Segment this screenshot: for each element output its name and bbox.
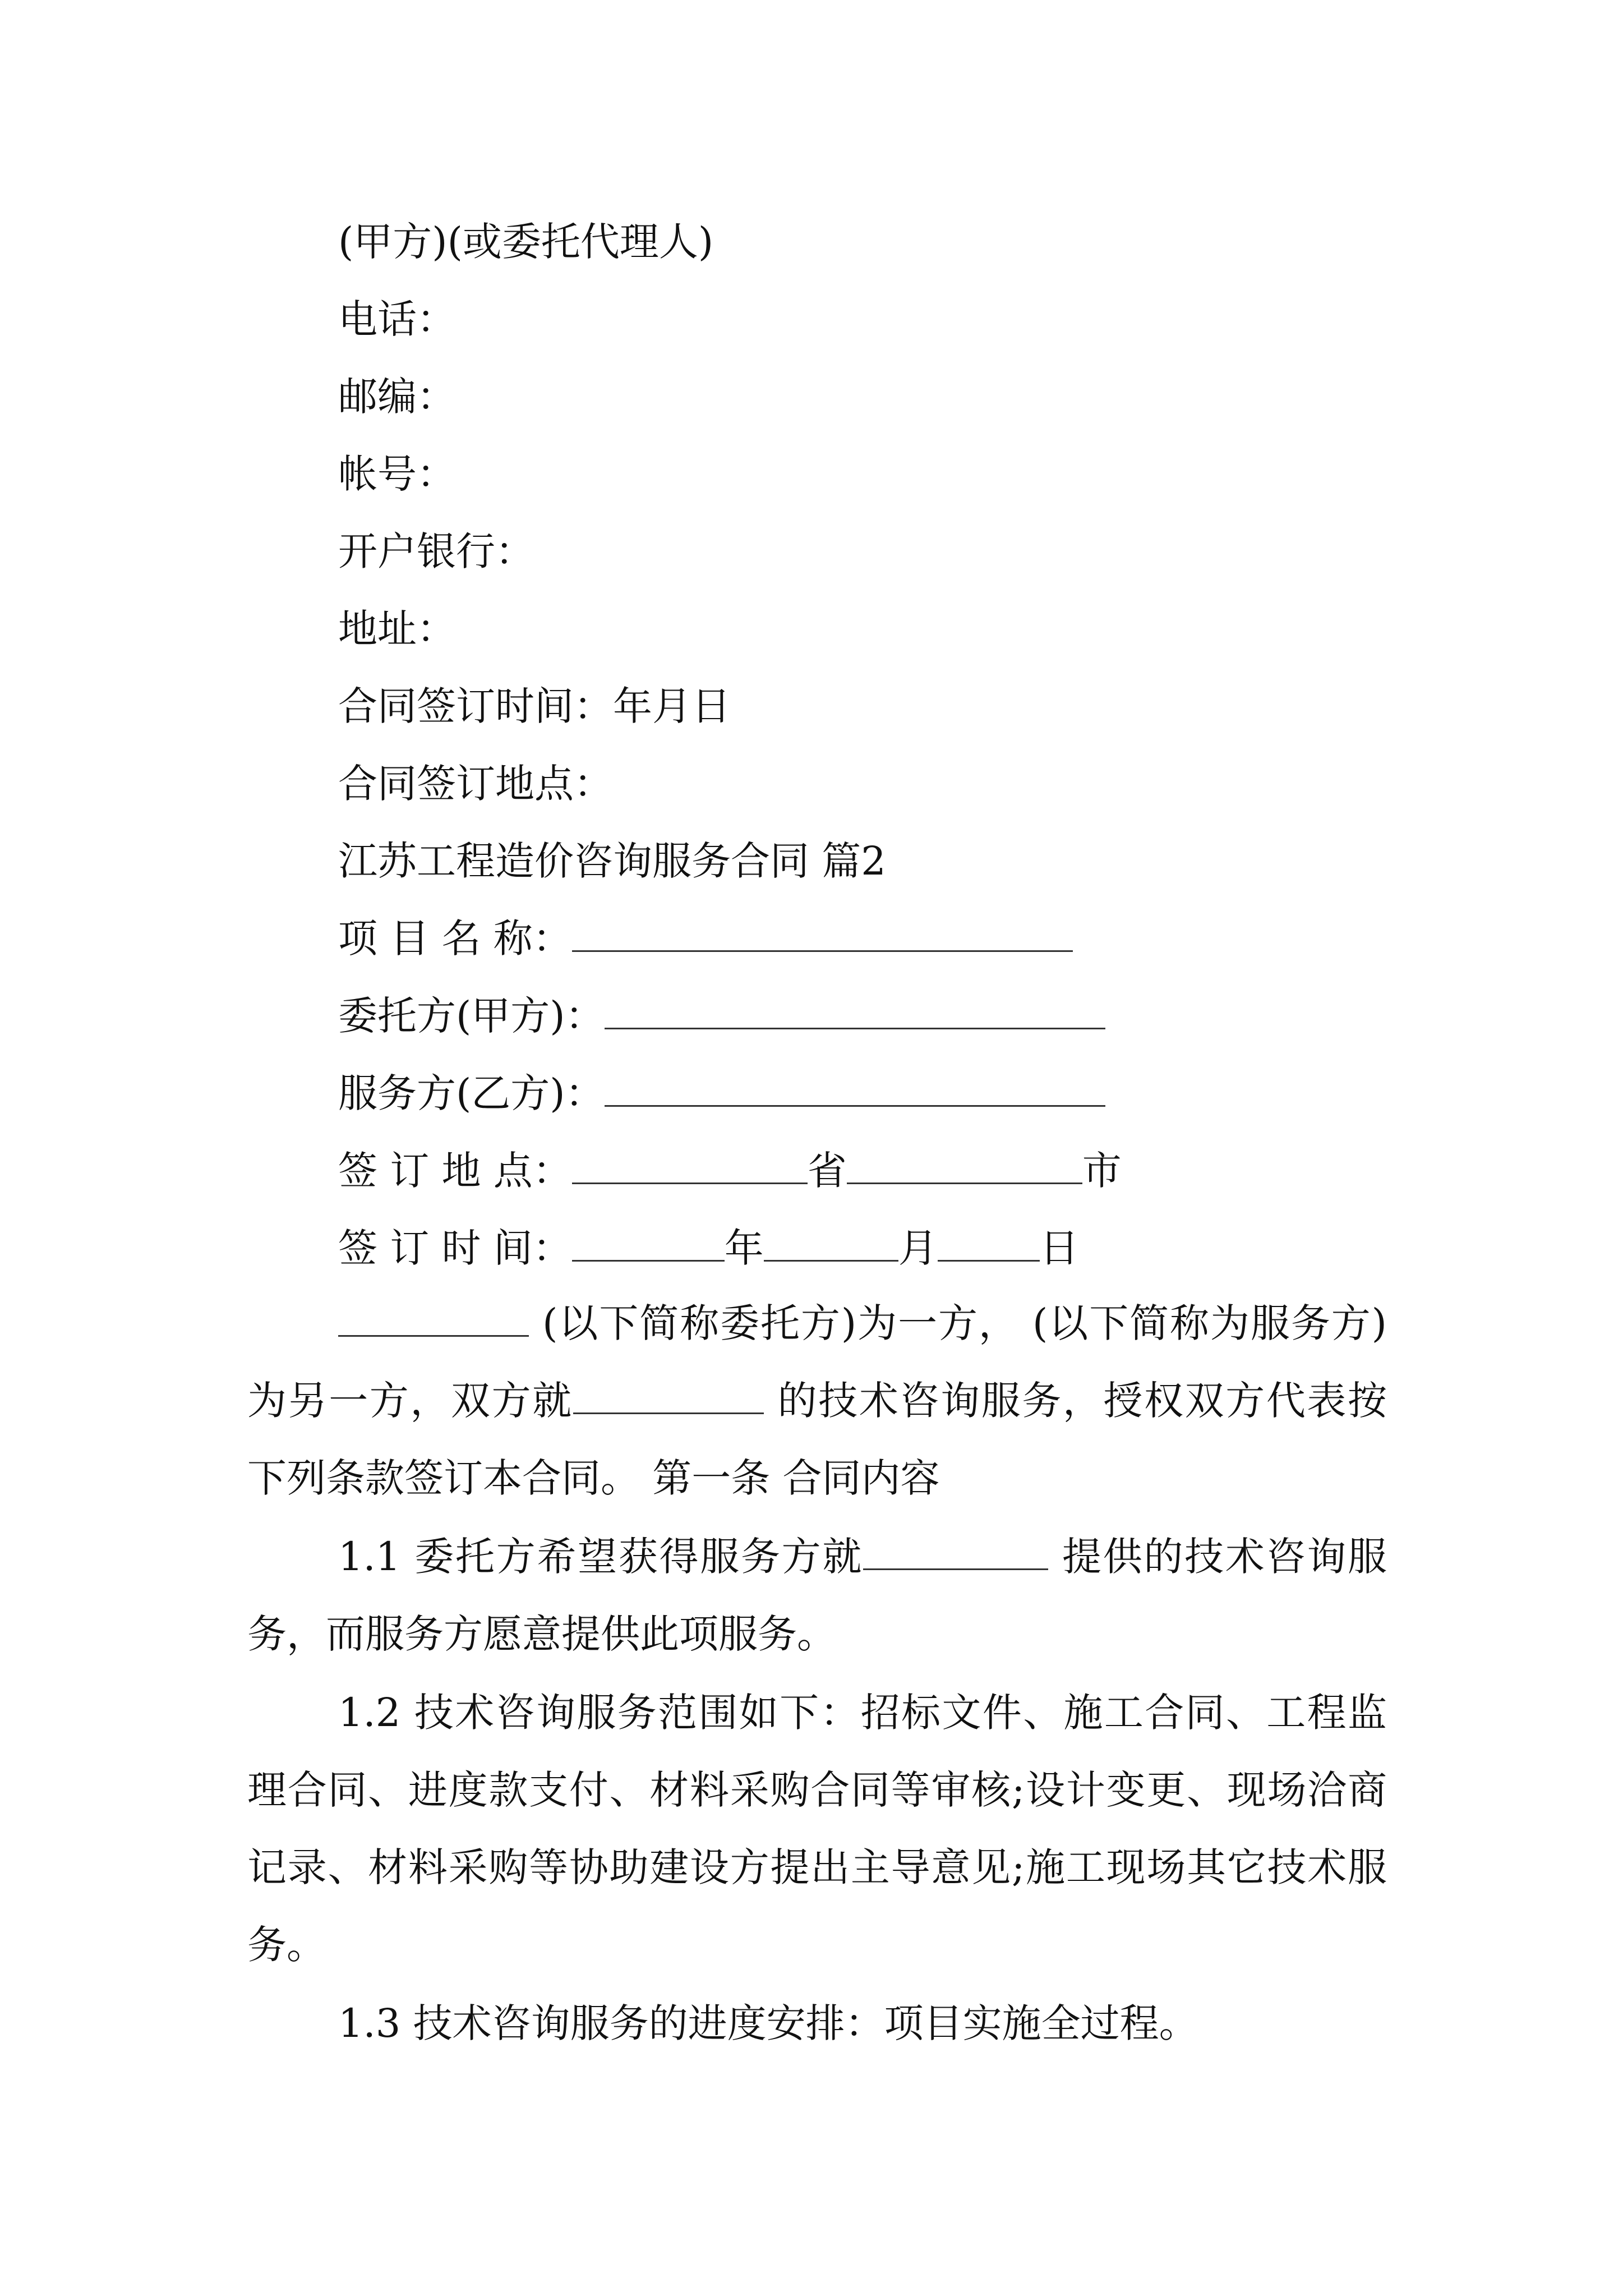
party-a-phone-label: 电话：	[338, 296, 456, 342]
client-row	[338, 993, 1105, 1039]
day-blank	[938, 1228, 1040, 1262]
contract-sign-place: 合同签订地点：	[338, 761, 613, 807]
city-blank	[847, 1151, 1082, 1184]
city-label: 市	[1082, 1148, 1122, 1194]
provider-blank	[605, 1074, 1105, 1107]
provider-row	[338, 1070, 1105, 1116]
party-a-bank-label: 开户银行：	[338, 528, 534, 574]
day-label: 日	[1039, 1225, 1079, 1271]
party-a-representative: (甲方)(或委托代理人)	[338, 219, 714, 265]
province-blank	[572, 1151, 808, 1184]
month-label: 月	[898, 1225, 938, 1271]
clause-1-1	[247, 1518, 1387, 1673]
clause-1-3: 1.3 技术咨询服务的进度安排：项目实施全过程。	[338, 2000, 1198, 2046]
clause-1-1-text-a: 1.1 委托方希望获得服务方就	[338, 1534, 864, 1580]
month-blank	[764, 1228, 898, 1262]
contract-sign-time: 合同签订时间：年月日	[338, 683, 731, 729]
project-name-blank	[572, 919, 1073, 952]
client-name-blank	[338, 1304, 529, 1337]
project-name-row	[338, 915, 1073, 961]
clause-1-1-text-b: 提供的技术咨询服务，而服务方愿意提供此项服务。	[247, 1534, 1387, 1657]
party-a-postcode-label: 邮编：	[338, 374, 456, 420]
project-name-label: 项 目 名 称：	[338, 915, 572, 961]
clause-1-1-blank	[863, 1537, 1048, 1570]
clause-1-2: 1.2 技术咨询服务范围如下：招标文件、施工合同、工程监理合同、进度款支付、材料采购合同等审核;设计变更、现场洽商记录、材料采购等协助建设方提出主导意见;施工现场其它技术服务。	[247, 1690, 1387, 1968]
client-blank	[605, 996, 1105, 1029]
intro-text-a: (以下简称委托方)为一方， (以下简称为服务方)为另一方，双方就	[247, 1300, 1387, 1424]
contract-2-heading: 江苏工程造价咨询服务合同 篇2	[338, 838, 886, 884]
province-label: 省	[807, 1148, 847, 1194]
party-a-address-label: 地址：	[338, 606, 456, 652]
client-label: 委托方(甲方)：	[338, 993, 605, 1039]
sign-place-row	[338, 1148, 1122, 1194]
sign-time-row	[338, 1225, 1079, 1271]
sign-time-label: 签 订 时 间：	[338, 1225, 572, 1271]
provider-label: 服务方(乙方)：	[338, 1070, 605, 1116]
party-a-account-label: 帐号：	[338, 451, 456, 497]
intro-text-b: 的技术咨询服务，授权双方代表按下列条款签订本合同。 第一条 合同内容	[247, 1378, 1387, 1501]
year-label: 年	[724, 1225, 764, 1271]
intro-paragraph	[247, 1285, 1387, 1517]
sign-place-label: 签 订 地 点：	[338, 1148, 572, 1194]
year-blank	[572, 1228, 725, 1262]
service-subject-blank	[573, 1381, 764, 1414]
